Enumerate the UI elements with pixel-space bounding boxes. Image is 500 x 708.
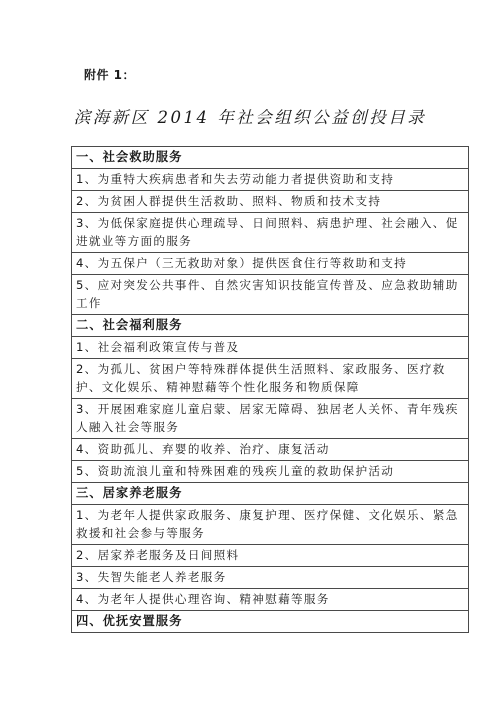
section-row bbox=[72, 483, 469, 505]
section-heading: 二、社会福利服务 bbox=[72, 315, 469, 337]
service-item: 2、居家养老服务及日间照料 bbox=[72, 545, 469, 567]
section-heading: 四、优抚安置服务 bbox=[72, 611, 469, 633]
attachment-label: 附件 1： bbox=[84, 68, 136, 82]
service-item: 1、为重特大疾病患者和失去劳动能力者提供资助和支持 bbox=[72, 169, 469, 191]
table-row bbox=[72, 461, 469, 483]
service-item: 3、开展困难家庭儿童启蒙、居家无障碍、独居老人关怀、青年残疾人融入社会等服务 bbox=[72, 399, 469, 439]
service-item: 1、社会福利政策宣传与普及 bbox=[72, 337, 469, 359]
service-item: 2、为贫困人群提供生活救助、照料、物质和技术支持 bbox=[72, 191, 469, 213]
table-row bbox=[72, 589, 469, 611]
table-row bbox=[72, 337, 469, 359]
catalog-table bbox=[71, 146, 469, 633]
table-row bbox=[72, 505, 469, 545]
service-item: 4、为老年人提供心理咨询、精神慰藉等服务 bbox=[72, 589, 469, 611]
table-row bbox=[72, 169, 469, 191]
service-item: 5、资助流浪儿童和特殊困难的残疾儿童的救助保护活动 bbox=[72, 461, 469, 483]
section-row bbox=[72, 315, 469, 337]
table-row bbox=[72, 545, 469, 567]
section-row bbox=[72, 611, 469, 633]
service-item: 4、为五保户（三无救助对象）提供医食住行等救助和支持 bbox=[72, 253, 469, 275]
table-row bbox=[72, 399, 469, 439]
service-item: 1、为老年人提供家政服务、康复护理、医疗保健、文化娱乐、紧急救援和社会参与等服务 bbox=[72, 505, 469, 545]
table-row bbox=[72, 213, 469, 253]
section-row bbox=[72, 147, 469, 169]
table-row bbox=[72, 439, 469, 461]
table-row bbox=[72, 275, 469, 315]
service-item: 3、失智失能老人养老服务 bbox=[72, 567, 469, 589]
table-row bbox=[72, 359, 469, 399]
service-item: 4、资助孤儿、弃婴的收养、治疗、康复活动 bbox=[72, 439, 469, 461]
service-item: 2、为孤儿、贫困户等特殊群体提供生活照料、家政服务、医疗救护、文化娱乐、精神慰藉等个性化服务和物质保障 bbox=[72, 359, 469, 399]
table-row bbox=[72, 567, 469, 589]
service-item: 3、为低保家庭提供心理疏导、日间照料、病患护理、社会融入、促进就业等方面的服务 bbox=[72, 213, 469, 253]
table-row bbox=[72, 253, 469, 275]
table-row bbox=[72, 191, 469, 213]
page-title: 滨海新区 2014 年社会组织公益创投目录 bbox=[73, 108, 427, 127]
section-heading: 一、社会救助服务 bbox=[72, 147, 469, 169]
section-heading: 三、居家养老服务 bbox=[72, 483, 469, 505]
service-item: 5、应对突发公共事件、自然灾害知识技能宣传普及、应急救助辅助工作 bbox=[72, 275, 469, 315]
